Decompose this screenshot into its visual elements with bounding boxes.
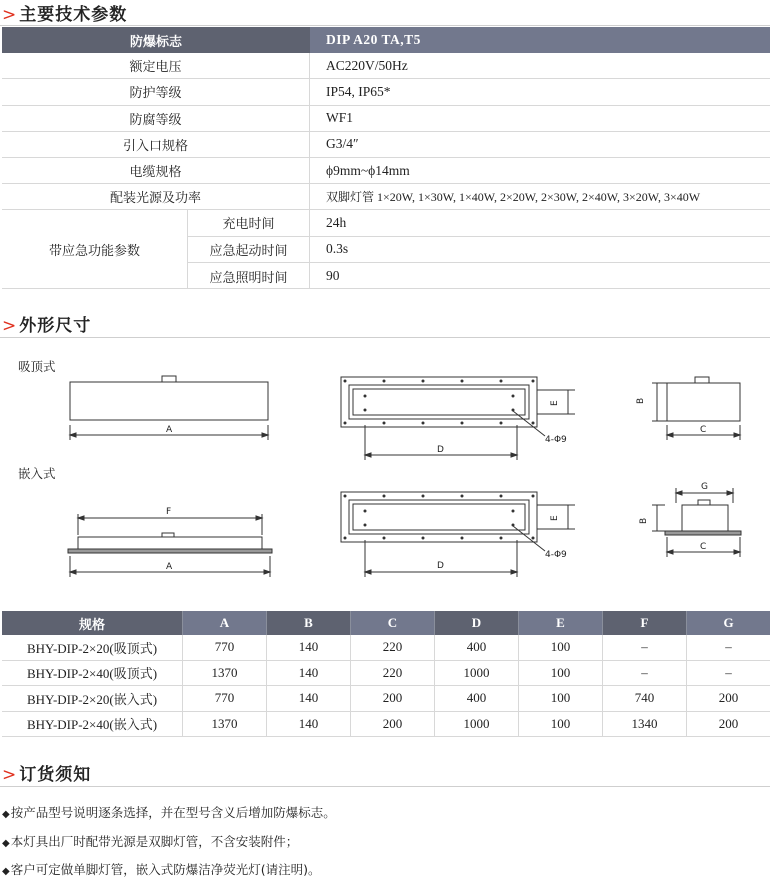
size-header-cell: B (266, 611, 350, 635)
spec-header-value: DIP A20 TA,T5 (310, 27, 770, 53)
size-header-row (2, 611, 770, 635)
size-row (2, 635, 770, 661)
size-value-cell: 1340 (602, 712, 686, 737)
ordering-notes (2, 800, 336, 886)
spec-label: 引入口规格 (2, 132, 310, 157)
size-value-cell: – (686, 635, 770, 660)
size-header-cell: C (350, 611, 434, 635)
spec-value: WF1 (326, 110, 353, 126)
spec-value: G3/4″ (326, 136, 359, 152)
spec-label: 额定电压 (2, 53, 310, 78)
size-model-cell: BHY-DIP-2×20(吸顶式) (26, 640, 158, 656)
note-item: ◆ 客户可定做单脚灯管，嵌入式防爆洁净荧光灯(请注明)。 (2, 857, 336, 886)
dim-A-ceiling: A (166, 425, 173, 435)
dim-B-embedded: B (639, 517, 649, 524)
size-value-cell: 200 (350, 712, 434, 737)
size-value-cell: 100 (518, 635, 602, 660)
size-header-cell: F (602, 611, 686, 635)
dim-D-ceiling: D (437, 445, 444, 455)
dim-F: F (166, 507, 172, 517)
spec-value: AC220V/50Hz (326, 57, 408, 73)
spec-header-label: 防爆标志 (129, 34, 182, 50)
spec-value: ϕ9mm~ϕ14mm (326, 162, 410, 178)
size-value-cell: 100 (518, 686, 602, 711)
size-value-cell: 140 (266, 635, 350, 660)
emergency-item-value: 0.3s (326, 241, 349, 257)
emergency-item-value: 90 (326, 268, 340, 284)
emergency-item-label: 应急起动时间 (188, 237, 310, 262)
embedded-mount-label: 嵌入式 (18, 466, 56, 481)
note-item: ◆ 本灯具出厂时配带光源是双脚灯管，不含安装附件； (2, 829, 336, 858)
size-value-cell: – (602, 661, 686, 686)
size-value-cell: 1000 (434, 712, 518, 737)
size-value-cell: 740 (602, 686, 686, 711)
spec-value: IP54, IP65* (326, 83, 391, 99)
size-value-cell: 770 (182, 686, 266, 711)
holes-ceiling: 4-Φ9 (545, 435, 567, 445)
emergency-label: 带应急功能参数 (2, 210, 188, 288)
size-header-cell: G (686, 611, 770, 635)
size-value-cell: 100 (518, 661, 602, 686)
embedded-side-view (652, 488, 741, 557)
size-model-cell: BHY-DIP-2×40(嵌入式) (26, 717, 158, 733)
section-title-spec: > 主要技术参数 (2, 5, 128, 25)
size-value-cell: 200 (350, 686, 434, 711)
size-row (2, 661, 770, 687)
ceiling-top-view (341, 377, 575, 460)
size-value-cell: 200 (686, 686, 770, 711)
size-value-cell: 400 (434, 635, 518, 660)
embedded-top-view (341, 492, 575, 577)
size-model-cell: BHY-DIP-2×40(吸顶式) (26, 666, 158, 682)
size-header-cell: A (182, 611, 266, 635)
size-value-cell: 200 (686, 712, 770, 737)
size-table (2, 611, 770, 737)
ceiling-mount-label: 吸顶式 (18, 359, 56, 374)
spec-value: 双脚灯管 1×20W, 1×30W, 1×40W, 2×20W, 2×30W, 2×40W, 3×20W, 3×40W (326, 190, 701, 205)
size-value-cell: 100 (518, 712, 602, 737)
size-value-cell: – (686, 661, 770, 686)
size-value-cell: 140 (266, 661, 350, 686)
size-value-cell: 220 (350, 661, 434, 686)
holes-embedded: 4-Φ9 (545, 550, 567, 560)
size-value-cell: 140 (266, 712, 350, 737)
spec-label: 防护等级 (2, 79, 310, 104)
size-value-cell: 220 (350, 635, 434, 660)
size-value-cell: – (602, 635, 686, 660)
emergency-item-label: 应急照明时间 (188, 263, 310, 289)
size-value-cell: 1370 (182, 712, 266, 737)
size-value-cell: 1000 (434, 661, 518, 686)
size-header-cell: D (434, 611, 518, 635)
dim-G: G (701, 482, 708, 492)
section-title-dimensions: > 外形尺寸 (2, 316, 92, 336)
dim-B-ceiling: B (636, 397, 646, 404)
dim-A-embedded: A (166, 562, 173, 572)
section-title-ordering: > 订货须知 (2, 765, 92, 785)
emergency-item-value: 24h (326, 214, 347, 230)
divider (0, 786, 770, 787)
dim-E-embedded: E (550, 515, 560, 521)
dim-C-embedded: C (700, 542, 707, 552)
dim-E-ceiling: E (550, 400, 560, 406)
size-header-cell: E (518, 611, 602, 635)
emergency-item-label: 充电时间 (188, 210, 310, 235)
dim-D-embedded: D (437, 561, 444, 571)
dim-C-ceiling: C (700, 425, 707, 435)
spec-label: 防腐等级 (2, 106, 310, 131)
size-value-cell: 140 (266, 686, 350, 711)
size-model-cell: BHY-DIP-2×20(嵌入式) (26, 691, 158, 707)
size-value-cell: 1370 (182, 661, 266, 686)
size-row (2, 712, 770, 738)
ceiling-side-view (652, 377, 740, 440)
size-row (2, 686, 770, 712)
size-header-cell: 规格 (78, 617, 105, 633)
note-item: ◆ 按产品型号说明逐条选择，并在型号含义后增加防爆标志。 (2, 800, 336, 829)
spec-label: 电缆规格 (2, 158, 310, 183)
size-value-cell: 770 (182, 635, 266, 660)
spec-label: 配装光源及功率 (2, 184, 310, 209)
size-value-cell: 400 (434, 686, 518, 711)
